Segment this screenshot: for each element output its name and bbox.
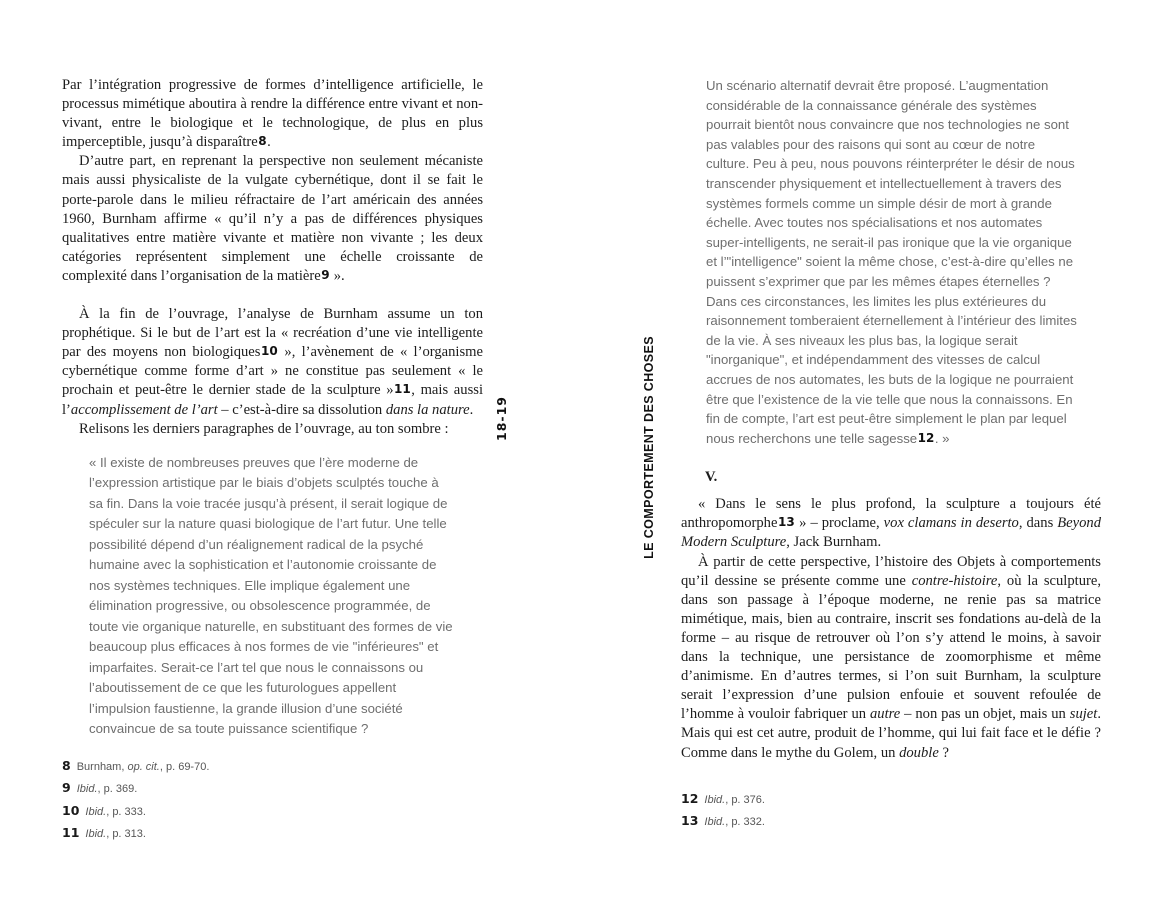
footnote-reference: 8 bbox=[258, 134, 267, 149]
paragraph bbox=[62, 305, 483, 420]
text-run: « Il existe de nombreuses preuves que l’ère moderne de l’expression artistique par le biais d’objets sculptés touche à sa fin. Dans la voie tracée jusqu’à présent, il serait logique de spéculer sur la nature quasi biologique de l’art futur. Une telle possibilité dépend d’un réalignement radical de la psyché humaine avec la sophistication et l’autonomie croissante de nos systèmes techniques. Elle implique également une élimination progressive, ou obsolescence programmée, de toute vie organique naturelle, en substituant des formes de vie beaucoup plus efficaces à nos formes de vie "inférieures" et imparfaites. Serait-ce l’art tel que nous le connaissons ou l’aboutissement de ce que les futurologues appellent l’impulsion faustienne, la grande illusion d’une société convaincue de sa toute puissance scientifique ? bbox=[89, 454, 453, 737]
footnote-number: 12 bbox=[681, 790, 699, 806]
paragraph bbox=[681, 495, 1101, 552]
text-run: Par l’intégration progressive de formes d’intelligence artificielle, le processus mimétique aboutira à rendre la différence entre vivant et non-vivant, entre le biologique et le technologique, de plus en plus imperceptible, jusqu’à disparaître bbox=[62, 77, 483, 151]
text-run: . bbox=[469, 401, 474, 418]
paragraph bbox=[62, 76, 483, 152]
paragraph bbox=[681, 553, 1101, 763]
text-run: ». bbox=[330, 267, 345, 284]
italic-text: autre bbox=[869, 706, 901, 723]
paragraph bbox=[62, 152, 483, 286]
text-run: – c’est-à-dire sa dissolution bbox=[217, 401, 386, 418]
italic-text: Ibid. bbox=[704, 793, 726, 806]
right-blockquote bbox=[706, 76, 1078, 449]
italic-text: Ibid. bbox=[85, 828, 107, 841]
text-run: Relisons les derniers paragraphes de l’ouvrage, au ton sombre : bbox=[79, 420, 449, 437]
text-run: . » bbox=[934, 430, 950, 446]
footnote-reference: 9 bbox=[321, 267, 330, 282]
text-run: » – proclame, bbox=[795, 515, 884, 532]
italic-text: double bbox=[899, 744, 939, 761]
text-run: », l’avènement de « l’organisme cybernétique comme forme d’art » ne constitue pas seulement « le prochain et peut-être le dernier stade de la sculpture » bbox=[62, 344, 483, 399]
italic-text: dans la nature bbox=[385, 401, 470, 418]
text-run: , p. 333. bbox=[106, 805, 146, 818]
text-run: , p. 369. bbox=[97, 783, 138, 796]
left-page bbox=[62, 76, 483, 848]
italic-text: accomplissement de l’art bbox=[70, 401, 218, 418]
text-run: « Dans le sens le plus profond, la sculpture a toujours été anthropomorphe bbox=[681, 496, 1101, 532]
text-run: Burnham, bbox=[76, 760, 128, 773]
text-run: . Mais qui est cet autre, produit de l’homme, qui lui fait face et le défie ? Comme dans le mythe du Golem, un bbox=[681, 706, 1101, 761]
footnote-number: 11 bbox=[62, 825, 80, 841]
text-run: D’autre part, en reprenant la perspective non seulement mécaniste mais aussi physicaliste de la vulgate cybernétique, dont il se fait le porte-parole dans le milieu réfractaire de l’art américain des années 1960, Burnham affirme « qu’il n’y a pas de différences physiques qualitatives entre matière vivante et matière non vivante ; les deux catégories représentent simplement une échelle croissante de complexité dans l’organisation de la matière bbox=[62, 153, 483, 284]
footnote bbox=[62, 803, 483, 818]
italic-text: op. cit. bbox=[127, 760, 160, 773]
section-heading: V. bbox=[705, 469, 718, 486]
footnote bbox=[681, 813, 1101, 828]
footnote bbox=[62, 825, 483, 840]
text-run: . bbox=[267, 134, 271, 151]
italic-text: vox clamans in deserto bbox=[883, 515, 1019, 532]
text-run: À la fin de l’ouvrage, l’analyse de Burnham assume un ton prophétique. Si le but de l’art est la « recréation d’une vie intelligente par des moyens non biologiques bbox=[62, 306, 483, 361]
footnote-reference: 13 bbox=[777, 515, 795, 530]
text-run: , où la sculpture, dans son passage à l’époque moderne, ne renie pas sa matrice mimétique, mais, bien au contraire, inscrit ses fondations au-delà de la forme – au risque de retrouver où l’on s’y attend le moins, à savoir dans la technique, une persistance de zoomorphisme et même d’animisme. En d’autres termes, si l’on suit Burnham, la sculpture serait l’expression d’une pulsion enfouie et souvent refoulée de l’homme à vouloir fabriquer un bbox=[681, 572, 1101, 723]
text-run: , p. 332. bbox=[725, 816, 765, 829]
footnote-number: 10 bbox=[62, 802, 80, 818]
italic-text: Ibid. bbox=[76, 783, 98, 796]
text-run: , p. 376. bbox=[725, 793, 765, 806]
footnote-reference: 11 bbox=[394, 382, 411, 397]
italic-text: contre-histoire bbox=[911, 572, 998, 589]
footnote-text bbox=[77, 783, 138, 795]
spine-page-number: 18-19 bbox=[494, 396, 509, 441]
text-run: , p. 69-70. bbox=[159, 760, 210, 773]
right-footnotes bbox=[681, 791, 1101, 829]
text-run: , mais aussi l’ bbox=[62, 382, 483, 418]
footnote-reference: 10 bbox=[260, 344, 278, 359]
footnote bbox=[62, 758, 483, 773]
spine-running-title: LE COMPORTEMENT DES CHOSES bbox=[642, 336, 656, 559]
text-run: À partir de cette perspective, l’histoire des Objets à comportements qu’il dessine se présente comme une bbox=[681, 553, 1101, 589]
right-page bbox=[681, 76, 1101, 836]
text-run: ? bbox=[938, 744, 949, 761]
footnote-number: 9 bbox=[62, 780, 71, 796]
footnote-text bbox=[704, 816, 765, 828]
paragraph bbox=[62, 420, 483, 439]
text-run: , dans bbox=[1018, 515, 1058, 532]
footnote bbox=[62, 780, 483, 795]
left-footnotes bbox=[62, 758, 483, 841]
footnote-number: 13 bbox=[681, 813, 699, 829]
text-run: – non pas un objet, mais un bbox=[900, 706, 1070, 723]
footnote-text bbox=[704, 794, 765, 806]
footnote bbox=[681, 791, 1101, 806]
footnote-text bbox=[85, 806, 146, 818]
italic-text: sujet bbox=[1069, 706, 1098, 723]
text-run: , p. 313. bbox=[106, 828, 146, 841]
footnote-text bbox=[85, 828, 146, 840]
left-body-paragraphs bbox=[62, 76, 483, 439]
italic-text: Beyond Modern Sculpture bbox=[681, 515, 1102, 551]
text-run: Un scénario alternatif devrait être proposé. L’augmentation considérable de la connaissance générale des systèmes pourrait bientôt nous convaincre que nos technologies ne sont pas valables pour des raisons qui sont au cœur de notre culture. Peu à peu, nous pouvons réinterpréter le désir de nous transcender physiquement et intellectuellement à travers des systèmes formels comme un simple désir de mort à grande échelle. Avec toutes nos spécialisations et nos automates super-intelligents, ne serait-il pas ironique que la vie organique et l’"intelligence" soient la même chose, c’est-à-dire qu’elles ne puissent s’exprimer que par les mêmes étapes éternelles ? Dans ces circonstances, les limites les plus extérieures du raisonnement tomberaient éternellement à l’intérieur des limites de la vie. À ses niveaux les plus bas, la logique serait "inorganique", et indépendamment des vitesses de calcul accrues de nos automates, les buts de la logique ne pourraient être que l’existence de la vie telle que nous la connaissons. En fin de compte, l’art est peut-être simplement le plan par lequel nous recherchons une telle sagesse bbox=[706, 78, 1077, 446]
italic-text: Ibid. bbox=[704, 816, 726, 829]
text-run: , Jack Burnham. bbox=[786, 534, 882, 551]
italic-text: Ibid. bbox=[85, 805, 107, 818]
footnote-number: 8 bbox=[62, 757, 71, 773]
footnote-text bbox=[77, 761, 210, 773]
footnote-reference: 12 bbox=[917, 430, 935, 445]
right-body-paragraphs bbox=[681, 495, 1101, 762]
left-blockquote bbox=[89, 453, 456, 740]
